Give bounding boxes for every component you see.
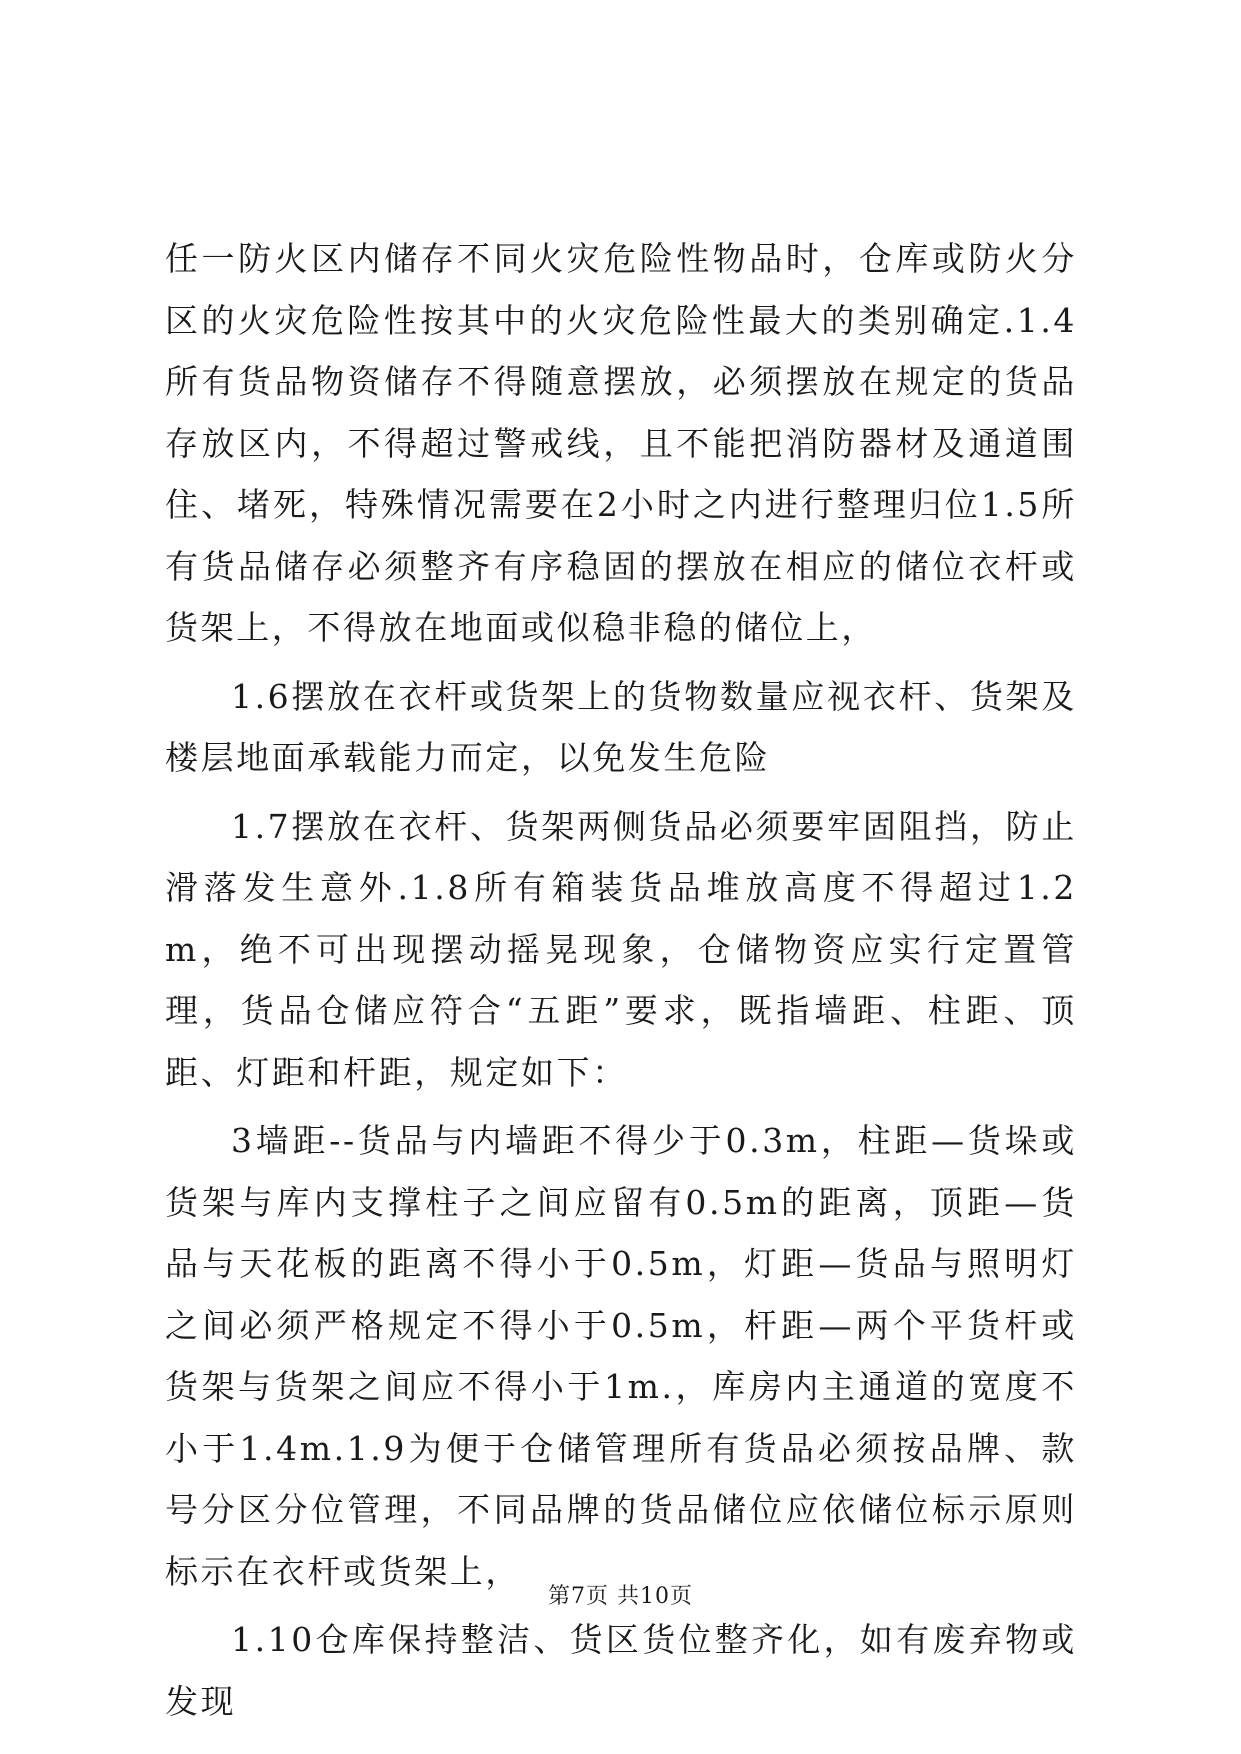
page-number-footer: 第7页 共10页 xyxy=(548,1584,693,1609)
paragraph-5: 1.10仓库保持整洁、货区货位整齐化，如有废弃物或发现 xyxy=(165,1620,1077,1721)
document-body xyxy=(165,228,1077,1739)
paragraph-4: 3墙距--货品与内墙距不得少于0.3m，柱距—货垛或货架与库内支撑柱子之间应留有0.5m的距离，顶距—货品与天花板的距离不得小于0.5m，灯距—货品与照明灯之间必须严格规定不得小于0.5m，杆距—两个平货杆或货架与货架之间应不得小于1m.，库房内主通道的宽度不小于1.4m.1.9为便于仓储管理所有货品必须按品牌、款号分区分位管理，不同品牌的货品储位应依储位标示原则标示在衣杆或货架上， xyxy=(165,1121,1077,1591)
paragraph-2: 1.6摆放在衣杆或货架上的货物数量应视衣杆、货架及楼层地面承载能力而定，以免发生危险 xyxy=(165,676,1077,777)
paragraph-3: 1.7摆放在衣杆、货架两侧货品必须要牢固阻挡，防止滑落发生意外.1.8所有箱装货品堆放高度不得超过1.2m，绝不可出现摆动摇晃现象，仓储物资应实行定置管理，货品仓储应符合“五距”要求，既指墙距、柱距、顶距、灯距和杆距，规定如下： xyxy=(165,806,1077,1092)
paragraph-1: 任一防火区内储存不同火灾危险性物品时，仓库或防火分区的火灾危险性按其中的火灾危险性最大的类别确定.1.4所有货品物资储存不得随意摆放，必须摆放在规定的货品存放区内，不得超过警戒线，且不能把消防器材及通道围住、堵死，特殊情况需要在2小时之内进行整理归位1.5所有货品储存必须整齐有序稳固的摆放在相应的储位衣杆或货架上，不得放在地面或似稳非稳的储位上， xyxy=(165,239,1077,647)
